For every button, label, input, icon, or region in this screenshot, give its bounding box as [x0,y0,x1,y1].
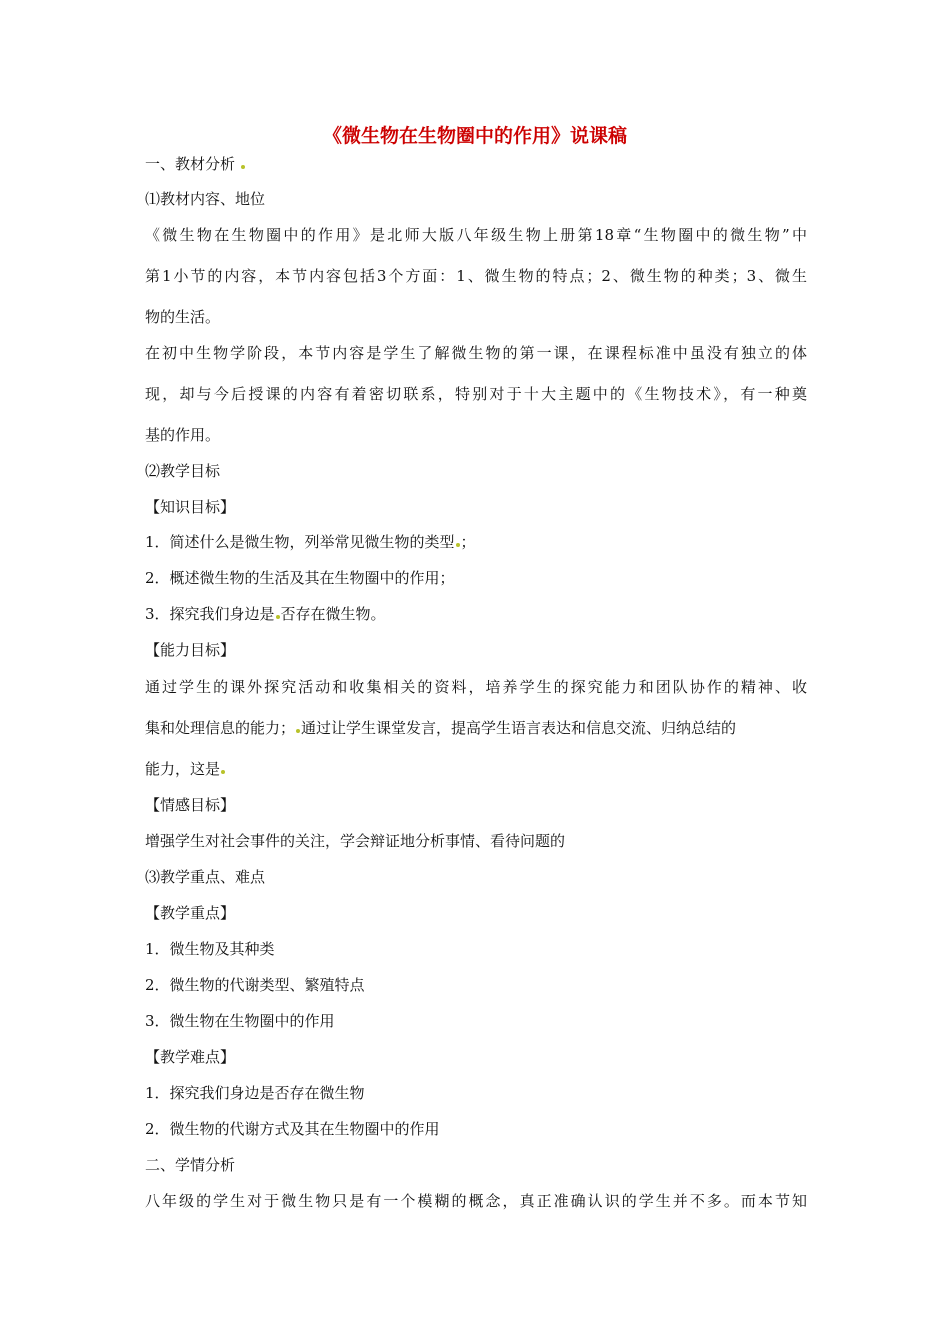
section-heading-1: 一、教材分析 [145,153,807,175]
document-title: 《微生物在生物圈中的作用》说课稿 [322,125,627,147]
list-item: 2．概述微生物的生活及其在生物圈中的作用； [145,569,455,587]
list-item: 1．简述什么是微生物，列举常见微生物的类型 ； [145,533,476,551]
paragraph-line: 通过学生的课外探究活动和收集相关的资料，培养学生的探究能力和团队协作的精神、收 [145,678,807,696]
knowledge-goals-heading: 【知识目标】 [145,498,236,516]
paragraph-line: 基的作用。 [145,426,221,444]
paragraph-line: 物的生活。 [145,308,221,326]
section-heading-2: 二、学情分析 [145,1156,236,1174]
mark-dot [276,615,280,619]
paragraph-line: 在初中生物学阶段，本节内容是学生了解微生物的第一课，在课程标准中虽没有独立的体 [145,344,807,362]
list-item: 2．微生物的代谢方式及其在生物圈中的作用 [145,1120,440,1138]
ability-goals-heading: 【能力目标】 [145,641,236,659]
mark-dot [296,729,300,733]
paragraph-line: 集和处理信息的能力； 通过让学生课堂发言，提高学生语言表达和信息交流、归纳总结的 [145,719,737,737]
subheading-1: ⑴教材内容、地位 [145,190,266,208]
paragraph-line: 《微生物在生物圈中的作用》是北师大版八年级生物上册第18章“生物圈中的微生物”中 [145,226,807,244]
paragraph-line: 八年级的学生对于微生物只是有一个模糊的概念，真正准确认识的学生并不多。而本节知 [145,1192,807,1210]
difficult-points-heading: 【教学难点】 [145,1048,236,1066]
mark-dot [241,165,245,169]
mark-dot [221,770,225,774]
subheading-3: ⑶教学重点、难点 [145,868,266,886]
paragraph-line: 增强学生对社会事件的关注，学会辩证地分析事情、看待问题的 [145,832,566,850]
mark-dot [456,543,460,547]
list-item: 3．微生物在生物圈中的作用 [145,1012,335,1030]
paragraph-line: 第1小节的内容，本节内容包括3个方面：1、微生物的特点；2、微生物的种类；3、微生 [145,267,807,285]
list-item: 1．探究我们身边是否存在微生物 [145,1084,365,1102]
key-points-heading: 【教学重点】 [145,904,236,922]
subheading-2: ⑵教学目标 [145,462,221,480]
list-item: 1．微生物及其种类 [145,940,275,958]
list-item: 3．探究我们身边是 否存在微生物。 [145,605,386,623]
emotion-goals-heading: 【情感目标】 [145,796,236,814]
paragraph-line: 现，却与今后授课的内容有着密切联系，特别对于十大主题中的《生物技术》，有一种奠 [145,385,807,403]
list-item: 2．微生物的代谢类型、繁殖特点 [145,976,365,994]
paragraph-line: 能力，这是 [145,758,807,780]
